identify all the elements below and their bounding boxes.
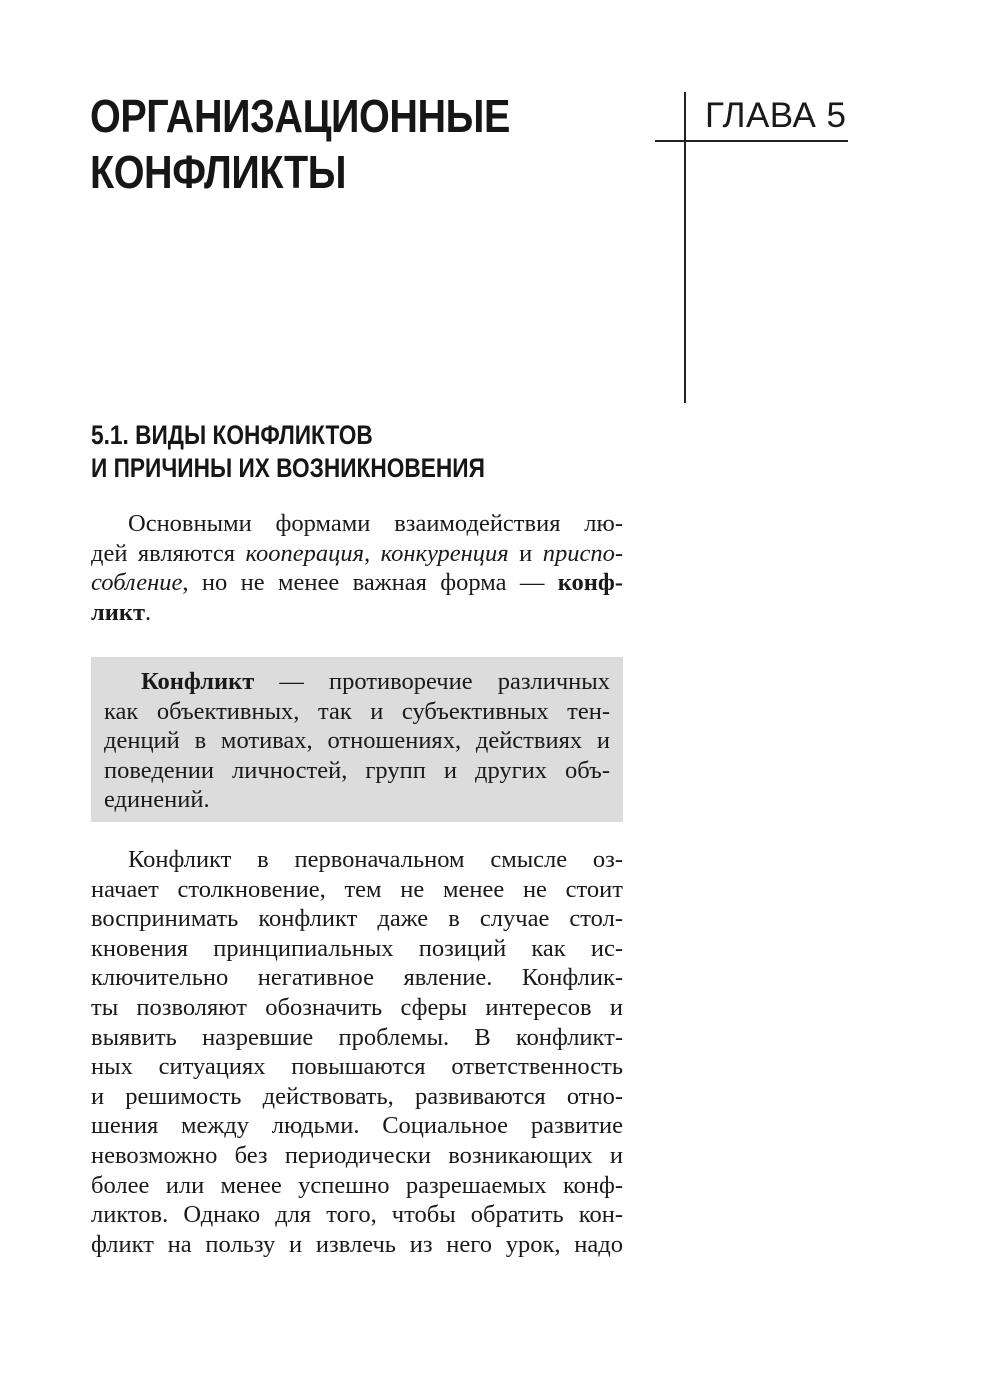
chapter-title [90, 88, 510, 200]
body-line: воспринимать конфликт даже в случае стол- [91, 905, 623, 933]
body-line: и решимость действовать, развиваются отно- [91, 1082, 623, 1110]
intro-line-1: Основными формами взаимодействия лю- [128, 510, 623, 537]
body-line: шения между людьми. Социальное развитие [91, 1112, 623, 1140]
body-line: ты позволяют обозначить сферы интересов и [91, 993, 623, 1021]
definition-line-1: Конфликт — противоречие различных [141, 668, 610, 695]
chapter-number-label: ГЛАВА 5 [705, 96, 847, 135]
body-line: начает столкновение, тем не менее не стоит [91, 875, 623, 903]
body-line: более или менее успешно разрешаемых конф- [91, 1171, 623, 1199]
intro-line-2: дей являются кооперация, конкуренция и приспо- [91, 539, 623, 567]
definition-text [104, 667, 610, 815]
body-paragraph [91, 845, 623, 1259]
chapter-title-line-1: ОРГАНИЗАЦИОННЫЕ [90, 90, 510, 142]
section-title [91, 419, 485, 485]
intro-paragraph [91, 509, 623, 627]
body-line: ключительно негативное явление. Конфлик- [91, 964, 623, 992]
section-title-line-1: 5.1. ВИДЫ КОНФЛИКТОВ [91, 420, 373, 450]
definition-line-2: как объективных, так и субъективных тен- [104, 697, 610, 725]
intro-line-3: собление, но не менее важная форма — конф- [91, 569, 623, 597]
body-line: выявить назревшие проблемы. В конфликт- [91, 1023, 623, 1051]
body-line: невозможно без периодически возникающих и [91, 1141, 623, 1169]
section-title-line-2: И ПРИЧИНЫ ИХ ВОЗНИКНОВЕНИЯ [91, 453, 485, 483]
body-line: Конфликт в первоначальном смысле оз- [128, 846, 623, 873]
definition-line-5: единений. [104, 786, 210, 814]
body-line: ных ситуациях повышаются ответственность [91, 1053, 623, 1081]
definition-box [91, 657, 623, 822]
body-line: фликт на пользу и извлечь из него урок, надо [91, 1230, 623, 1258]
chapter-vertical-rule [684, 92, 686, 403]
intro-line-4: ликт. [91, 598, 152, 626]
chapter-horizontal-rule [655, 140, 848, 142]
definition-line-4: поведении личностей, групп и других объ- [104, 756, 610, 784]
definition-line-3: денций в мотивах, отношениях, действиях и [104, 727, 610, 755]
body-line: ликтов. Однако для того, чтобы обратить кон- [91, 1201, 623, 1229]
chapter-title-line-2: КОНФЛИКТЫ [90, 146, 347, 198]
body-line: кновения принципиальных позиций как ис- [91, 934, 623, 962]
